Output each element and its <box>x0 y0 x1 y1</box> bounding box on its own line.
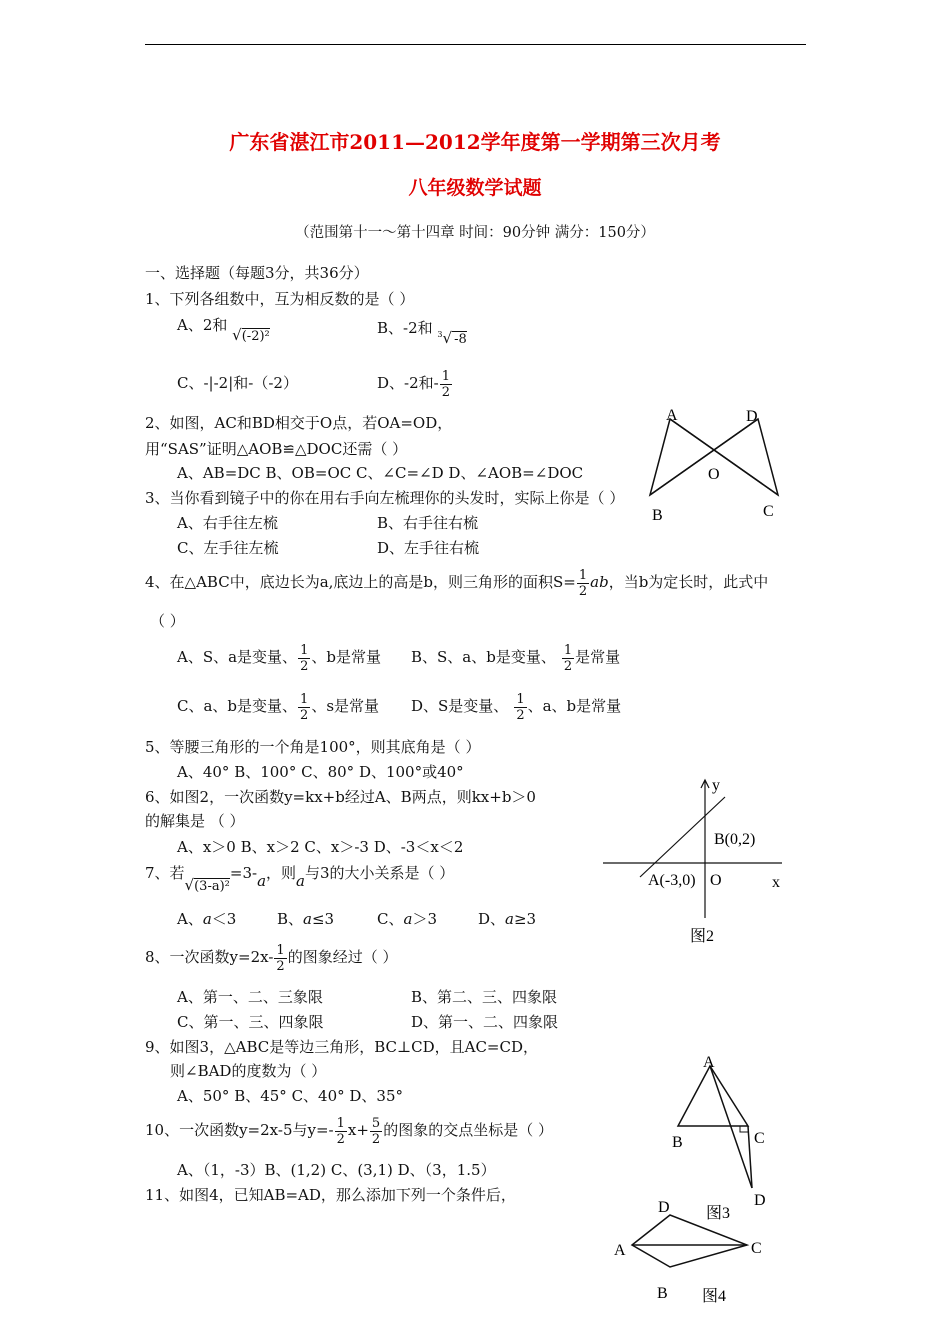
label-b: B <box>672 1134 683 1151</box>
q1-option-d <box>377 364 453 402</box>
label-c: C <box>751 1240 762 1257</box>
q4-option-b-post: 是常量 <box>575 648 621 666</box>
q7-mid: =3- <box>229 864 258 882</box>
opt-rel: ≥3 <box>513 910 537 928</box>
q1-option-a <box>177 316 270 344</box>
q4-paren: （ ） <box>150 612 185 630</box>
fraction-half <box>440 369 452 400</box>
label-a: A <box>614 1242 626 1259</box>
q3-stem: 3、当你看到镜子中的你在用右手向左梳理你的头发时，实际上你是（ ） <box>145 489 625 507</box>
label-c: C <box>754 1130 765 1147</box>
q7-post1: ，则 <box>266 864 297 882</box>
fraction-half <box>274 943 286 974</box>
frac-num: 1 <box>300 642 309 658</box>
q4-option-b-text: B、S、a、b是变量、 <box>411 648 556 666</box>
figure-2-caption: 图2 <box>690 928 715 945</box>
frac-num: 1 <box>563 642 573 658</box>
label-d: D <box>658 1199 670 1216</box>
frac-num: 1 <box>578 567 588 583</box>
q10-post: 的图象的交点坐标是（ ） <box>383 1121 553 1139</box>
q4-option-d-post: 、a、b是常量 <box>527 697 622 715</box>
q3-option-d: D、左手往右梳 <box>377 539 480 557</box>
opt-rel: ≤3 <box>311 910 335 928</box>
opt-rel: ＞3 <box>412 910 437 928</box>
q8-option-b: B、第二、三、四象限 <box>411 988 558 1006</box>
q1-radicand: (-2)² <box>241 329 270 344</box>
label-d: D <box>746 408 758 425</box>
segment-ad <box>710 1066 752 1188</box>
q7-post2: 与3的大小关系是（ ） <box>305 864 455 882</box>
q4-option-b <box>411 637 620 677</box>
q10-pre: 10、一次函数y=2x-5与y=- <box>145 1121 334 1139</box>
function-line <box>640 797 725 877</box>
q4-option-c <box>177 686 379 726</box>
q6-line2: 的解集是 （ ） <box>145 812 245 830</box>
fraction-half <box>335 1116 347 1147</box>
frac-num: 1 <box>300 691 309 707</box>
q7-radicand: (3-a)² <box>194 879 230 894</box>
label-o: O <box>708 466 720 483</box>
exam-title: 广东省湛江市2011—2012学年度第一学期第三次月考 <box>229 130 721 154</box>
q9-line2: 则∠BAD的度数为（ ） <box>170 1062 327 1080</box>
fraction-half <box>562 643 574 674</box>
exam-info: （范围第十一～第十四章 时间：90分钟 满分：150分） <box>295 225 655 241</box>
frac-den: 2 <box>336 1131 345 1147</box>
q1-option-d-text: D、-2和- <box>377 374 439 392</box>
q7-var-a2: a <box>296 872 305 890</box>
q2-options: A、AB=DC B、OB=OC C、∠C=∠D D、∠AOB=∠DOC <box>177 464 584 482</box>
q4-stem <box>145 562 768 602</box>
figure-3-caption: 图3 <box>706 1205 731 1222</box>
x-label: x <box>772 874 780 891</box>
q4-option-c-text: C、a、b是变量、 <box>177 697 298 715</box>
frac-den: 2 <box>276 958 285 974</box>
q1-stem: 1、下列各组数中，互为相反数的是（ ） <box>145 290 415 308</box>
opt-letter: B、 <box>277 910 304 928</box>
frac-num: 1 <box>276 942 285 958</box>
q8-post: 的图象经过（ ） <box>287 948 398 966</box>
label-d: D <box>754 1192 766 1209</box>
q4-stem-text: 4、在△ABC中，底边长为a,底边上的高是b，则三角形的面积S= <box>145 573 576 591</box>
q9-options: A、50° B、45° C、40° D、35° <box>177 1087 404 1105</box>
opt-rel: ＜3 <box>211 910 237 928</box>
frac-num: 1 <box>336 1115 345 1131</box>
q3-option-c: C、左手往左梳 <box>177 539 279 557</box>
q7-var-a: a <box>403 910 413 928</box>
q5-stem: 5、等腰三角形的一个角是100°，则其底角是（ ） <box>145 738 481 756</box>
frac-num: 1 <box>516 691 525 707</box>
figure-4-caption: 图4 <box>702 1288 727 1305</box>
q7-sqrt: √(3-a)² <box>184 876 230 894</box>
q7-option-b <box>277 910 334 928</box>
q7-stem <box>145 864 455 894</box>
fraction-half <box>298 643 310 674</box>
q8-option-c: C、第一、三、四象限 <box>177 1013 324 1031</box>
q8-option-d: D、第一、二、四象限 <box>411 1013 559 1031</box>
q7-var-a: a <box>303 910 312 928</box>
frac-den: 2 <box>516 707 525 723</box>
figure-1-bowtie <box>640 400 790 530</box>
q9-line1: 9、如图3，△ABC是等边三角形，BC⊥CD，且AC=CD， <box>145 1038 539 1056</box>
label-a: A <box>666 407 678 424</box>
q8-option-a: A、第一、二、三象限 <box>177 988 323 1006</box>
q4-option-a-text: A、S、a是变量、 <box>177 648 298 666</box>
q7-pre: 7、若 <box>145 864 185 882</box>
figure-4-kite <box>610 1195 780 1305</box>
q7-option-a <box>177 910 236 928</box>
q4-option-c-post: 、s是常量 <box>311 697 380 715</box>
q7-var-a: a <box>202 910 212 928</box>
segment-bd <box>650 419 758 495</box>
frac-den: 2 <box>563 658 573 674</box>
q1-root-index: 3 <box>437 330 443 339</box>
q8-pre: 8、一次函数y=2x- <box>145 948 274 966</box>
fraction-five-halves <box>370 1116 382 1147</box>
q5-options: A、40° B、100° C、80° D、100°或40° <box>177 763 464 781</box>
right-angle-mark <box>740 1126 748 1132</box>
label-a: A <box>703 1054 715 1071</box>
q7-var-a: a <box>257 872 267 890</box>
q4-ab: ab <box>590 573 609 591</box>
point-a-label: A(-3,0) <box>648 872 696 889</box>
fraction-half <box>577 568 589 599</box>
label-b: B <box>657 1285 668 1302</box>
frac-den: 2 <box>300 658 309 674</box>
q3-option-a: A、右手往左梳 <box>177 514 278 532</box>
header-rule <box>145 44 806 45</box>
q4-stem-post: ，当b为定长时，此式中 <box>608 573 769 591</box>
q3-option-b: B、右手往右梳 <box>377 514 479 532</box>
q1-option-a-text: A、2和 <box>177 316 228 334</box>
q7-var-a: a <box>505 910 514 928</box>
frac-den: 2 <box>578 583 588 599</box>
q1-option-b <box>377 316 467 347</box>
section-heading: 一、选择题（每题3分，共36分） <box>145 264 369 282</box>
origin-label: O <box>710 872 722 889</box>
fraction-half <box>514 692 526 723</box>
q11-stem: 11、如图4，已知AB=AD，那么添加下列一个条件后， <box>145 1186 516 1204</box>
fraction-half <box>298 692 310 723</box>
q6-options: A、x＞0 B、x＞2 C、x＞-3 D、-3＜x＜2 <box>177 838 464 856</box>
q7-option-d <box>478 910 536 928</box>
frac-den: 2 <box>441 384 450 400</box>
opt-letter: A、 <box>177 910 203 928</box>
q1-cbrt-radicand: -8 <box>454 332 467 347</box>
q10-mid: x+ <box>347 1121 369 1139</box>
frac-num: 5 <box>371 1115 381 1131</box>
q1-sqrt: √(-2)² <box>232 326 270 344</box>
segment-ac <box>670 419 778 495</box>
q2-line2: 用“SAS”证明△AOB≌△DOC还需（ ） <box>145 440 408 458</box>
point-b-label: B(0,2) <box>714 831 756 848</box>
q6-line1: 6、如图2，一次函数y=kx+b经过A、B两点，则kx+b＞0 <box>145 788 536 806</box>
y-label: y <box>712 777 720 794</box>
q2-line1: 2、如图，AC和BD相交于O点，若OA=OD， <box>145 414 453 432</box>
kite-outline <box>632 1215 747 1267</box>
q1-option-c: C、-|-2|和-（-2） <box>177 374 298 392</box>
q8-stem <box>145 937 397 977</box>
frac-den: 2 <box>371 1131 381 1147</box>
q10-stem <box>145 1110 553 1150</box>
q4-option-d <box>411 686 621 726</box>
frac-den: 2 <box>300 707 309 723</box>
q1-option-b-text: B、-2和 <box>377 319 433 337</box>
figure-2-graph <box>600 770 790 950</box>
q1-cbrt: $^3$√ -8 <box>437 329 467 347</box>
q10-options: A、（1，-3）B、(1,2) C、(3,1) D、（3，1.5） <box>177 1161 496 1179</box>
opt-letter: D、 <box>478 910 506 928</box>
bowtie-lines <box>650 419 778 495</box>
opt-letter: C、 <box>377 910 404 928</box>
q4-option-d-text: D、S是变量、 <box>411 697 509 715</box>
q7-option-c <box>377 910 437 928</box>
label-b: B <box>652 507 663 524</box>
exam-subtitle: 八年级数学试题 <box>408 177 542 199</box>
label-c: C <box>763 503 774 520</box>
frac-num: 1 <box>441 368 450 384</box>
q4-option-a <box>177 637 381 677</box>
q4-option-a-post: 、b是常量 <box>311 648 381 666</box>
